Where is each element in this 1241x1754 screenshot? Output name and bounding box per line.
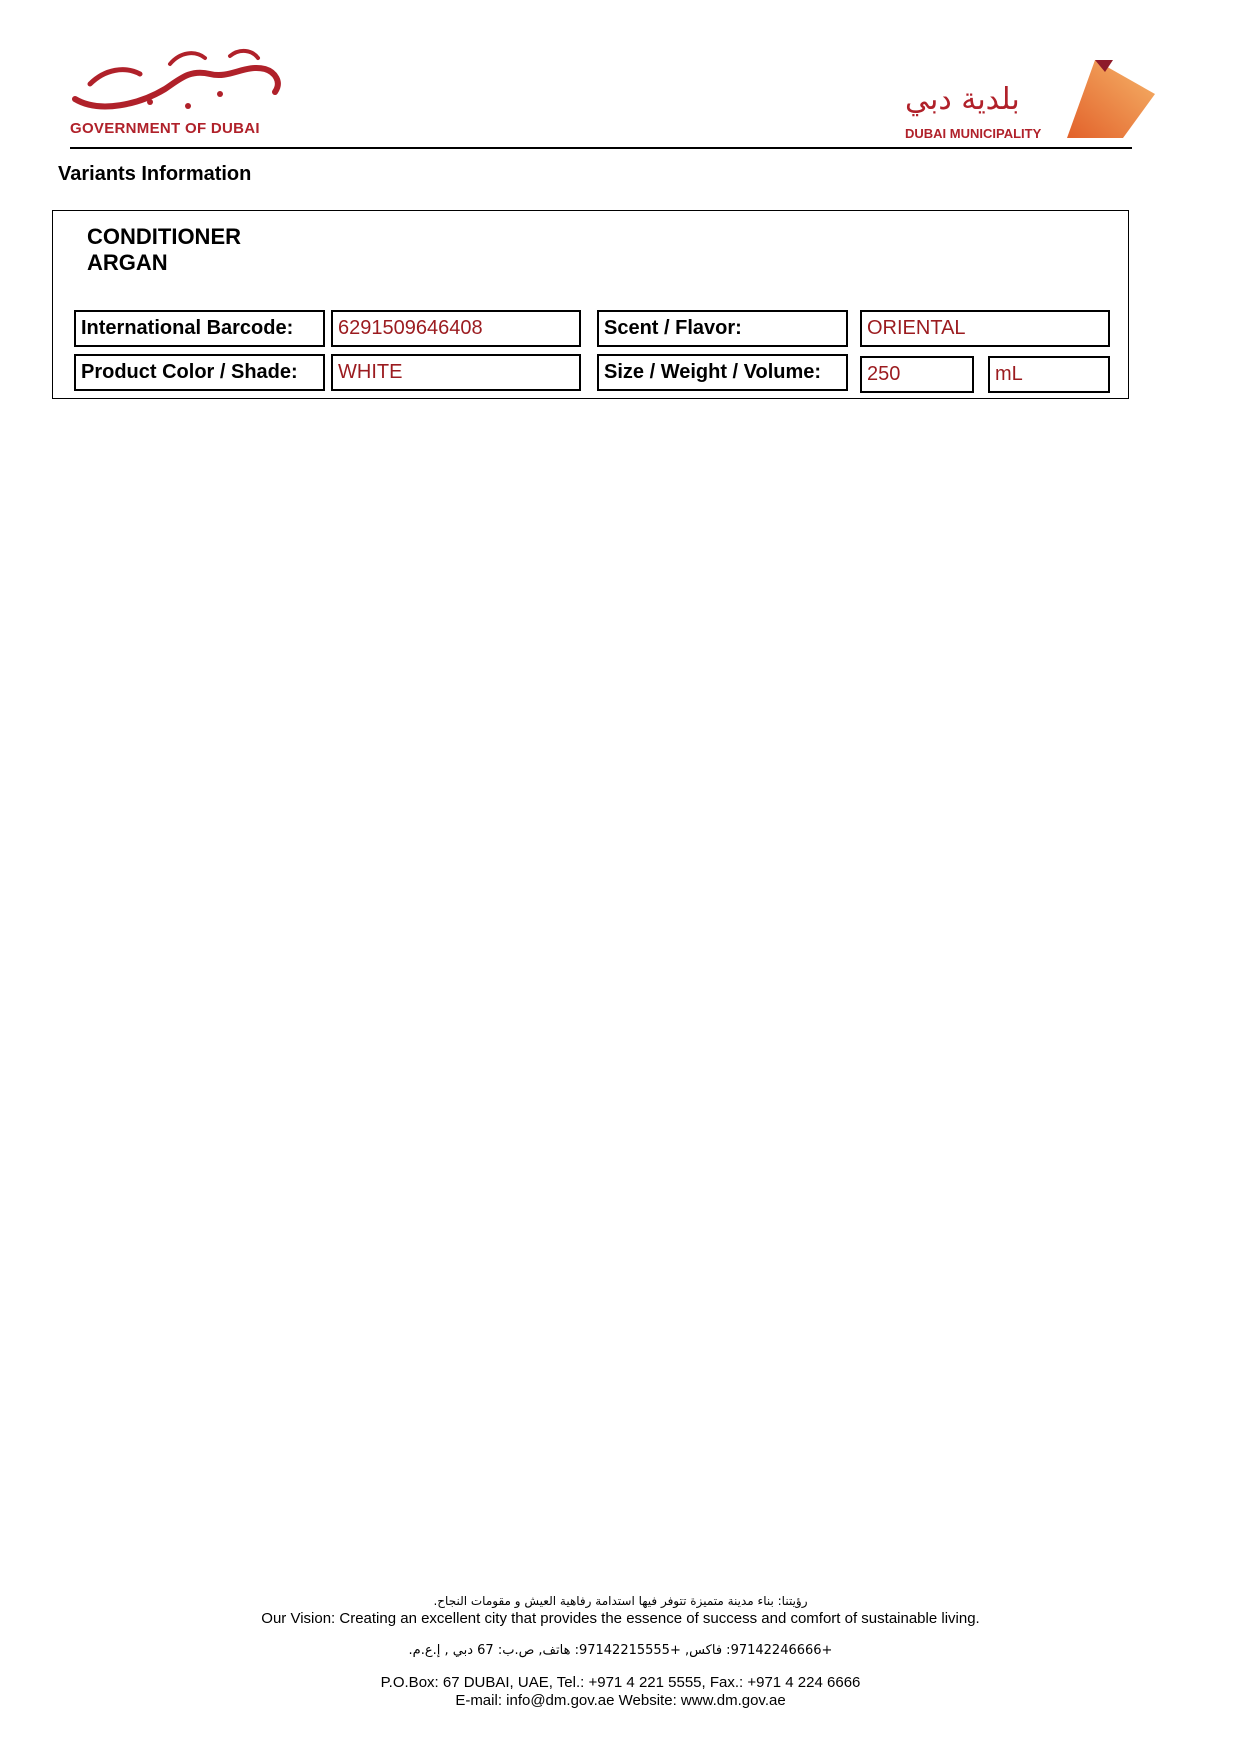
- email-website: E-mail: info@dm.gov.ae Website: www.dm.gov.ae: [455, 1692, 786, 1709]
- barcode-label: International Barcode:: [74, 310, 325, 347]
- size-value: 250: [860, 356, 974, 393]
- size-unit: mL: [988, 356, 1110, 393]
- section-title: Variants Information: [58, 163, 252, 185]
- vision-english: Our Vision: Creating an excellent city that provides the essence of success and comfort of sustainable living.: [261, 1610, 980, 1627]
- header-divider: [70, 147, 1132, 149]
- product-name-line2: ARGAN: [87, 250, 168, 275]
- dm-logo-text: DUBAI MUNICIPALITY: [905, 126, 1042, 141]
- gov-logo-text: GOVERNMENT OF DUBAI: [70, 120, 260, 137]
- dubai-government-calligraphy-icon: [70, 44, 290, 118]
- size-label: Size / Weight / Volume:: [597, 354, 848, 391]
- color-value: WHITE: [331, 354, 581, 391]
- footer: [0, 1592, 1241, 1710]
- dubai-municipality-triangle-icon: [1065, 60, 1155, 140]
- scent-label: Scent / Flavor:: [597, 310, 848, 347]
- barcode-value: 6291509646408: [331, 310, 581, 347]
- government-of-dubai-logo: [70, 44, 290, 144]
- product-name-line1: CONDITIONER: [87, 224, 241, 249]
- dubai-municipality-logo: [905, 60, 1155, 144]
- color-label: Product Color / Shade:: [74, 354, 325, 391]
- contact-arabic: +97142246666: فاكس, +97142215555: هاتف, ص.ب: 67 دبي , إ.ع.م.: [408, 1643, 833, 1658]
- product-name: [87, 224, 241, 276]
- scent-value: ORIENTAL: [860, 310, 1110, 347]
- dm-logo-arabic: بلدية دبي: [905, 82, 1020, 117]
- address: P.O.Box: 67 DUBAI, UAE, Tel.: +971 4 221 5555, Fax.: +971 4 224 6666: [380, 1674, 861, 1691]
- vision-arabic: رؤيتنا: بناء مدينة متميزة تتوفر فيها استدامة رفاهية العيش و مقومات النجاح.: [433, 1594, 808, 1608]
